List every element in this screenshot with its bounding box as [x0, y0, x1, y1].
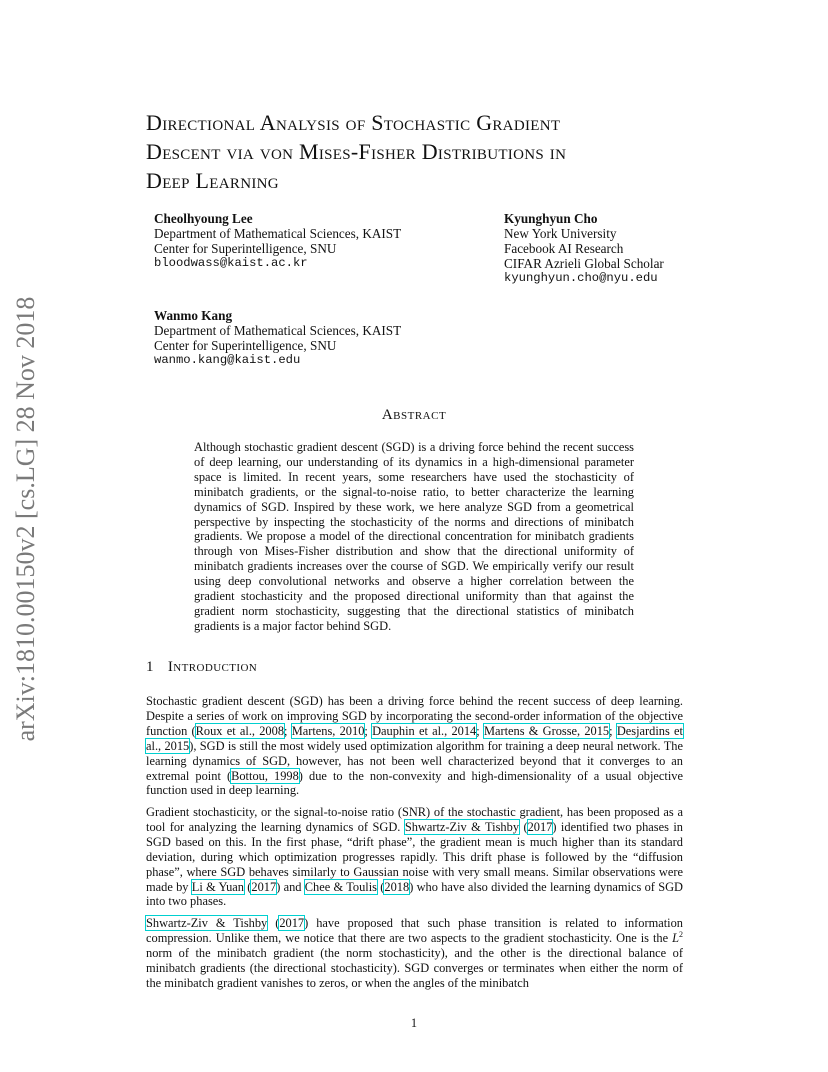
title-line: Deep Learning: [146, 168, 279, 193]
citation-link[interactable]: Bottou, 1998: [231, 768, 299, 783]
citation-link[interactable]: Martens & Grosse, 2015: [483, 723, 610, 738]
citation-link[interactable]: 2017: [251, 879, 277, 894]
citation-link[interactable]: Desjardins et al., 2015: [146, 723, 683, 753]
citation-link[interactable]: 2017: [527, 819, 553, 834]
text-run: ) who have also divided the learning dynamics of SGD into two phases.: [146, 879, 683, 909]
page-number: 1: [410, 1016, 418, 1030]
citation-link[interactable]: Martens, 2010: [291, 723, 365, 738]
author-name: Cheolhyoung Lee: [154, 211, 253, 226]
text-run: (: [377, 879, 385, 894]
author-block: [154, 308, 401, 368]
paragraph: [146, 694, 683, 798]
abstract-heading: Abstract: [381, 407, 447, 423]
author-name: Wanmo Kang: [154, 308, 233, 323]
author-block: [504, 211, 664, 286]
text-run: ) and: [276, 879, 305, 894]
citation-link[interactable]: Roux et al., 2008: [195, 723, 285, 738]
text-run: (: [244, 879, 252, 894]
author-name: Kyunghyun Cho: [504, 211, 598, 226]
section-title: Introduction: [167, 659, 258, 675]
author-affiliation: Department of Mathematical Sciences, KAIST: [154, 226, 402, 241]
citation-link[interactable]: Chee & Toulis: [304, 879, 377, 894]
citation-link[interactable]: 2018: [384, 879, 410, 894]
text-run: Gradient stochasticity, or the signal-to-noise ratio (SNR) of the stochastic gradient, has been proposed as a tool for analyzing the learning dynamics of SGD.: [146, 805, 683, 834]
citation-link[interactable]: Shwartz-Ziv & Tishby: [404, 819, 520, 834]
citation-link[interactable]: Dauphin et al., 2014: [372, 723, 477, 738]
citation-link[interactable]: Shwartz-Ziv & Tishby: [146, 916, 268, 930]
title-line: Descent via von Mises-Fisher Distributions in: [146, 139, 567, 164]
paragraph: [146, 916, 683, 991]
author-affiliation: New York University: [504, 226, 617, 241]
text-run: (: [519, 819, 528, 834]
text-run: Stochastic gradient descent (SGD) has been a driving force behind the recent success of deep learning. Despite a series of work on improving SGD by incorporating the second-order information of the objective function (: [146, 694, 683, 738]
author-affiliation: Center for Superintelligence, SNU: [154, 241, 337, 256]
author-email[interactable]: kyunghyun.cho@nyu.edu: [504, 271, 658, 285]
title-line: Directional Analysis of Stochastic Gradient: [146, 110, 561, 135]
author-email[interactable]: wanmo.kang@kaist.edu: [154, 353, 301, 367]
author-block: [154, 211, 401, 271]
abstract-text: Although stochastic gradient descent (SGD) is a driving force behind the recent success of deep learning, our understanding of its dynamics in a high-dimensional parameter space is limited. In recent years, some researchers have used the stochasticity of minibatch gradients, or the signal-to-noise ratio, to better characterize the learning dynamics of SGD. Inspired by these work, we here analyze SGD from a geometrical perspective by inspecting the stochasticity of the norms and directions of minibatch gradients. We propose a model of the directional concentration for minibatch gradients through von Mises-Fisher distribution and show that the directional uniformity of minibatch gradients increases over the course of SGD. We empirically verify our result using deep convolutional networks and observe a higher correlation between the gradient stochasticity and the proposed directional uniformity than that against the gradient norm stochasticity, suggesting that the directional statistics of minibatch gradients is a major factor behind SGD.: [194, 440, 634, 633]
citation-link[interactable]: Li & Yuan: [191, 879, 244, 894]
author-affiliation: Department of Mathematical Sciences, KAIST: [154, 323, 402, 338]
arxiv-stamp: [6, 284, 46, 754]
text-run: ;: [476, 723, 484, 738]
arxiv-id: arXiv:1810.00150v2 [cs.LG] 28 Nov 2018: [11, 296, 40, 742]
author-affiliation: Center for Superintelligence, SNU: [154, 338, 337, 353]
text-run: ), SGD is still the most widely used optimization algorithm for training a deep neural network. The learning dynamics of SGD, however, has not been well characterized beyond that it converges to an extremal point (: [146, 738, 683, 783]
text-run: ) due to the non-convexity and high-dimensionality of a usual objective function used in deep learning.: [146, 768, 684, 798]
author-email[interactable]: bloodwass@kaist.ac.kr: [154, 256, 308, 270]
author-affiliation: CIFAR Azrieli Global Scholar: [504, 256, 664, 271]
text-run: ;: [364, 723, 373, 738]
math-superscript: 2: [679, 929, 683, 939]
author-affiliation: Facebook AI Research: [504, 241, 624, 256]
text-run: (: [267, 916, 280, 930]
section-number: 1: [146, 659, 154, 675]
paper-title: [146, 108, 706, 195]
text-run: ) have proposed that such phase transition is related to information compression. Unlike them, we notice that there are two aspects to the gradient stochasticity. One is the: [146, 916, 684, 945]
math-symbol: L: [672, 930, 679, 945]
paragraph: [146, 805, 683, 909]
text-run: ;: [609, 723, 617, 738]
text-run: ) identified two phases in SGD based on this. In the first phase, “drift phase”, the gradient mean is much higher than its standard deviation, during which optimization progresses rapidly. This drift phase is followed by the “diffusion phase”, where SGD behaves similarly to Gaussian noise with very small means. Similar observations were made by: [146, 819, 683, 894]
citation-link[interactable]: 2017: [279, 916, 305, 930]
text-run: norm of the minibatch gradient (the norm stochasticity), and the other is the directional balance of minibatch gradients (the directional stochasticity). SGD converges or terminates when either the norm of the minibatch gradient vanishes to zeros, or when the angles of the minibatch: [146, 945, 683, 990]
section-heading: [146, 659, 257, 676]
text-run: ;: [284, 723, 292, 738]
